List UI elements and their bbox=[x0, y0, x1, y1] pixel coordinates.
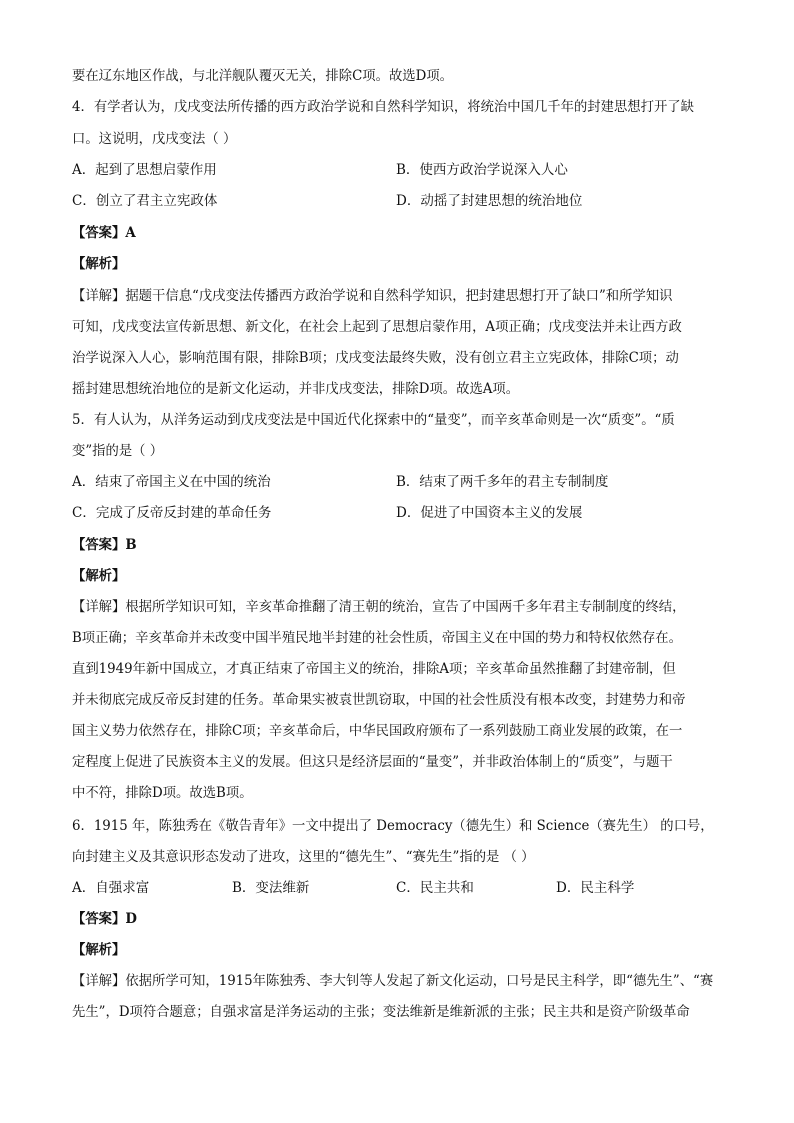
q5-detail-line-6: 定程度上促进了民族资本主义的发展。但这只是经济层面的“量变”，并非政治体制上的“质变”，与题干 bbox=[72, 754, 673, 770]
q6-stem-line-1: 6．1915 年，陈独秀在《敬告青年》一文中提出了 Democracy（德先生）和 Science（赛先生） 的口号， bbox=[72, 818, 714, 834]
q5-detail-line-7: 中不符，排除D项。故选B项。 bbox=[72, 785, 253, 801]
q6-option-b: B．变法维新 bbox=[232, 880, 310, 896]
q5-option-d: D．促进了中国资本主义的发展 bbox=[396, 505, 583, 521]
q5-stem-line-2: 变”指的是（ ） bbox=[72, 443, 164, 459]
q5-option-a: A．结束了帝国主义在中国的统治 bbox=[72, 474, 271, 490]
q6-option-a: A．自强求富 bbox=[72, 880, 150, 896]
q4-analysis-heading: 【解析】 bbox=[72, 256, 126, 272]
q6-answer: 【答案】D bbox=[72, 911, 137, 927]
q4-detail-line-4: 摇封建思想统治地位的是新文化运动，并非戊戌变法，排除D项。故选A项。 bbox=[72, 381, 520, 397]
q6-option-c: C．民主共和 bbox=[396, 880, 474, 896]
q6-stem-line-2: 向封建主义及其意识形态发动了进攻，这里的“德先生”、“赛先生”指的是 （ ） bbox=[72, 849, 535, 865]
q6-detail-line-1: 【详解】依据所学可知，1915年陈独秀、李大钊等人发起了新文化运动，口号是民主科学，即“德先生”、“赛 bbox=[72, 973, 714, 989]
q4-detail-line-1: 【详解】据题干信息“戊戌变法传播西方政治学说和自然科学知识，把封建思想打开了缺口”和所学知识 bbox=[72, 288, 673, 304]
q5-detail-line-1: 【详解】根据所学知识可知，辛亥革命推翻了清王朝的统治，宣告了中国两千多年君主专制制度的终结， bbox=[72, 599, 686, 615]
q4-stem-line-2: 口。这说明，戊戌变法（ ） bbox=[72, 131, 237, 147]
q6-detail-line-2: 先生”，D项符合题意；自强求富是洋务运动的主张；变法维新是维新派的主张；民主共和是资产阶级革命 bbox=[72, 1004, 690, 1020]
q5-answer: 【答案】B bbox=[72, 537, 137, 553]
q4-option-b: B．使西方政治学说深入人心 bbox=[396, 162, 568, 178]
q5-option-c: C．完成了反帝反封建的革命任务 bbox=[72, 505, 272, 521]
q6-analysis-heading: 【解析】 bbox=[72, 942, 126, 958]
q5-option-b: B．结束了两千多年的君主专制制度 bbox=[396, 474, 609, 490]
q5-detail-line-5: 国主义势力依然存在，排除C项；辛亥革命后，中华民国政府颁布了一系列鼓励工商业发展的政策，在一 bbox=[72, 723, 683, 739]
q4-detail-line-2: 可知，戊戌变法宣传新思想、新文化，在社会上起到了思想启蒙作用，A项正确；戊戌变法并未让西方政 bbox=[72, 319, 682, 335]
q5-stem-line-1: 5．有人认为，从洋务运动到戊戌变法是中国近代化探索中的“量变”，而辛亥革命则是一次“质变”。“质 bbox=[72, 412, 675, 428]
q4-stem-line-1: 4．有学者认为，戊戌变法所传播的西方政治学说和自然科学知识，将统治中国几千年的封建思想打开了缺 bbox=[72, 99, 694, 115]
intro-line: 要在辽东地区作战，与北洋舰队覆灭无关，排除C项。故选D项。 bbox=[72, 68, 453, 84]
q5-detail-line-3: 直到1949年新中国成立，才真正结束了帝国主义的统治，排除A项；辛亥革命虽然推翻了封建帝制，但 bbox=[72, 661, 676, 677]
q4-option-a: A．起到了思想启蒙作用 bbox=[72, 162, 217, 178]
q5-detail-line-4: 并未彻底完成反帝反封建的任务。革命果实被袁世凯窃取，中国的社会性质没有根本改变，封建势力和帝 bbox=[72, 692, 686, 708]
q5-analysis-heading: 【解析】 bbox=[72, 568, 126, 584]
q5-detail-line-2: B项正确；辛亥革命并未改变中国半殖民地半封建的社会性质，帝国主义在中国的势力和特权依然存在。 bbox=[72, 630, 682, 646]
q4-detail-line-3: 治学说深入人心，影响范围有限，排除B项；戊戌变法最终失败，没有创立君主立宪政体，排除C项；动 bbox=[72, 350, 679, 366]
q4-answer: 【答案】A bbox=[72, 225, 136, 241]
q4-option-d: D．动摇了封建思想的统治地位 bbox=[396, 193, 583, 209]
q6-option-d: D．民主科学 bbox=[556, 880, 635, 896]
q4-option-c: C．创立了君主立宪政体 bbox=[72, 193, 218, 209]
